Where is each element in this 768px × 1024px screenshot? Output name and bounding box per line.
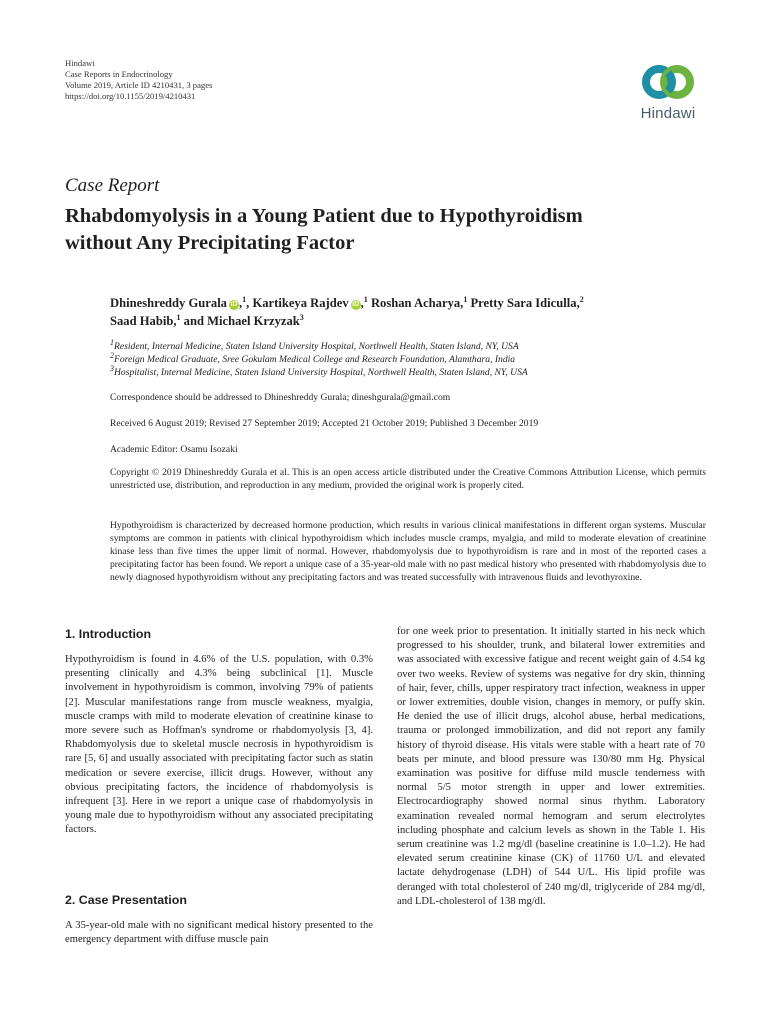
hindawi-logo-icon bbox=[639, 62, 697, 102]
affiliation-item: $^3$Hospitalist, Internal Medicine, Staten Island University Hospital, Northwell Health, Staten Island, NY, USA bbox=[110, 363, 528, 378]
doi-link[interactable]: https://doi.org/10.1155/2019/4210431 bbox=[65, 91, 196, 101]
affiliations bbox=[110, 337, 710, 379]
case-presentation-text: A 35-year-old male with no significant medical history presented to the emergency department with diffuse muscle pain bbox=[65, 920, 373, 946]
author-name: Roshan Acharya, bbox=[370, 296, 464, 310]
introduction-text: Hypothyroidism is found in 4.6% of the U.S. population, with 0.3% presenting clinically and 4.3% being subclinical [1]. Muscle involvement in hypothyroidism is common, involving 79% of patients [2]. Muscular manifestations range from muscle weakness, myalgia, muscle cramps with mild to moderate elevation of creatinine kinase to more severe such as Hoffman's syndrome or rhabdomyolysis [3, 4]. Rhabdomyolysis due to skeletal muscle necrosis in hypothyroidism is rare [5, 6] and usually associated with precipitating factor such as statin medication or severe exercise, illicit drugs. However, without any obvious precipitating factors, the incidence of rhabdomyolysis is infrequent [3]. Here in we report a unique case of rhabdomyolysis in young male due to hypothyroidism without any associated precipitating factors. bbox=[65, 654, 373, 836]
author-affiliation-marker: 1 bbox=[176, 312, 181, 322]
case-presentation-continued: for one week prior to presentation. It initially started in his neck which progressed to his shoulder, trunk, and bilateral lower extremities and was associated with excessive fatigue and recent weight gain of 4.54 kg over two weeks. Review of systems was negative for dry skin, thinning of hair, fever, chills, upper respiratory tract infection, weakness in upper or lower extremities, double vision, changes in memory, or puffy skin. He denied the use of illicit drugs, alcohol abuse, herbal medications, trauma or prolonged immobilization, and did not report any family history of thyroid disease. His vitals were stable with a heart rate of 70 beats per minute, and blood pressure was 130/80 mm Hg. Physical examination was positive for diffuse mild muscle tenderness with normal 5/5 motor strength in upper and lower extremities. Electrocardiography showed normal sinus rhythm. Laboratory examination revealed normal hemogram and serum electrolytes including phosphate and calcium levels as shown in the Table 1. His serum creatinine was 1.2 mg/dl (baseline creatinine is 1.0–1.2). He had elevated serum creatinine kinase (CK) of 11760 U/L and elevated lactate dehydrogenase (LDH) of 544 U/L. His lipid profile was deranged with total cholesterol of 240 mg/dl, triglyceride of 284 mg/dl, and LDL-cholesterol of 138 mg/dl. bbox=[397, 626, 705, 907]
title-line-2: without Any Precipitating Factor bbox=[65, 232, 355, 254]
affiliation-item: $^1$Resident, Internal Medicine, Staten Island University Hospital, Northwell Health, Staten Island, NY, USA bbox=[110, 337, 519, 352]
journal-name: Case Reports in Endocrinology bbox=[65, 69, 173, 79]
author-name: and Michael Krzyzak bbox=[183, 314, 300, 328]
publisher-name: Hindawi bbox=[65, 58, 95, 68]
abstract: Hypothyroidism is characterized by decreased hormone production, which results in various clinical manifestations in different organ systems. Muscular symptoms are common in patients with clinical hypothyroidism which includes muscle cramps, myalgia, and mild to moderate elevation of creatinine kinase less than five times the upper limit of normal. However, rhabdomyolysis due to hypothyroidism is rare and in most of the reported cases a precipitating factor has been found. We report a unique case of a 35-year-old male with no past medical history who presented with rhabdomyolysis due to newly diagnosed hypothyroidism without any precipitating factors and was treated successfully with intravenous fluids and levothyroxine. bbox=[110, 520, 706, 583]
journal-header bbox=[65, 58, 212, 102]
author-affiliation-marker: 1 bbox=[242, 294, 247, 304]
academic-editor: Academic Editor: Osamu Isozaki bbox=[110, 444, 238, 455]
author-affiliation-marker: 2 bbox=[579, 294, 584, 304]
orcid-icon[interactable]: iD bbox=[230, 301, 238, 308]
article-dates: Received 6 August 2019; Revised 27 September 2019; Accepted 21 October 2019; Published 3 December 2019 bbox=[110, 418, 539, 429]
volume-info: Volume 2019, Article ID 4210431, 3 pages bbox=[65, 80, 213, 90]
correspondence: Correspondence should be addressed to Dhineshreddy Gurala; dineshgurala@gmail.com bbox=[110, 392, 451, 403]
logo-text: Hindawi bbox=[640, 105, 696, 122]
orcid-icon[interactable]: iD bbox=[352, 301, 360, 308]
author-list: Dhineshreddy Gurala iD ,$^1$, Kartikeya Rajdev iD ,$^1$ Roshan Acharya,$^1$ Pretty Sara Idiculla,$^2$ Saad Habib,$^1$ and Michael Krzyzak$^3$ bbox=[110, 294, 584, 328]
author-affiliation-marker: 1 bbox=[463, 294, 468, 304]
article-title bbox=[65, 203, 705, 257]
introduction-heading: 1. Introduction bbox=[65, 627, 152, 641]
author-name: Kartikeya Rajdev bbox=[252, 296, 349, 310]
author-name: Pretty Sara Idiculla, bbox=[470, 296, 580, 310]
hindawi-logo[interactable] bbox=[628, 62, 708, 122]
affiliation-item: $^2$Foreign Medical Graduate, Sree Gokulam Medical College and Research Foundation, Alamthara, India bbox=[110, 350, 516, 365]
author-affiliation-marker: 3 bbox=[299, 312, 304, 322]
author-name: Dhineshreddy Gurala bbox=[110, 296, 227, 310]
author-name: Saad Habib, bbox=[110, 314, 177, 328]
title-line-1: Rhabdomyolysis in a Young Patient due to Hypothyroidism bbox=[65, 205, 583, 227]
article-type: Case Report bbox=[65, 175, 160, 196]
copyright-notice: Copyright © 2019 Dhineshreddy Gurala et al. This is an open access article distributed under the Creative Commons Attribution License, which permits unrestricted use, distribution, and reproduction in any medium, provided the original work is properly cited. bbox=[110, 467, 706, 491]
author-affiliation-marker: 1 bbox=[363, 294, 368, 304]
case-presentation-heading: 2. Case Presentation bbox=[65, 893, 187, 907]
